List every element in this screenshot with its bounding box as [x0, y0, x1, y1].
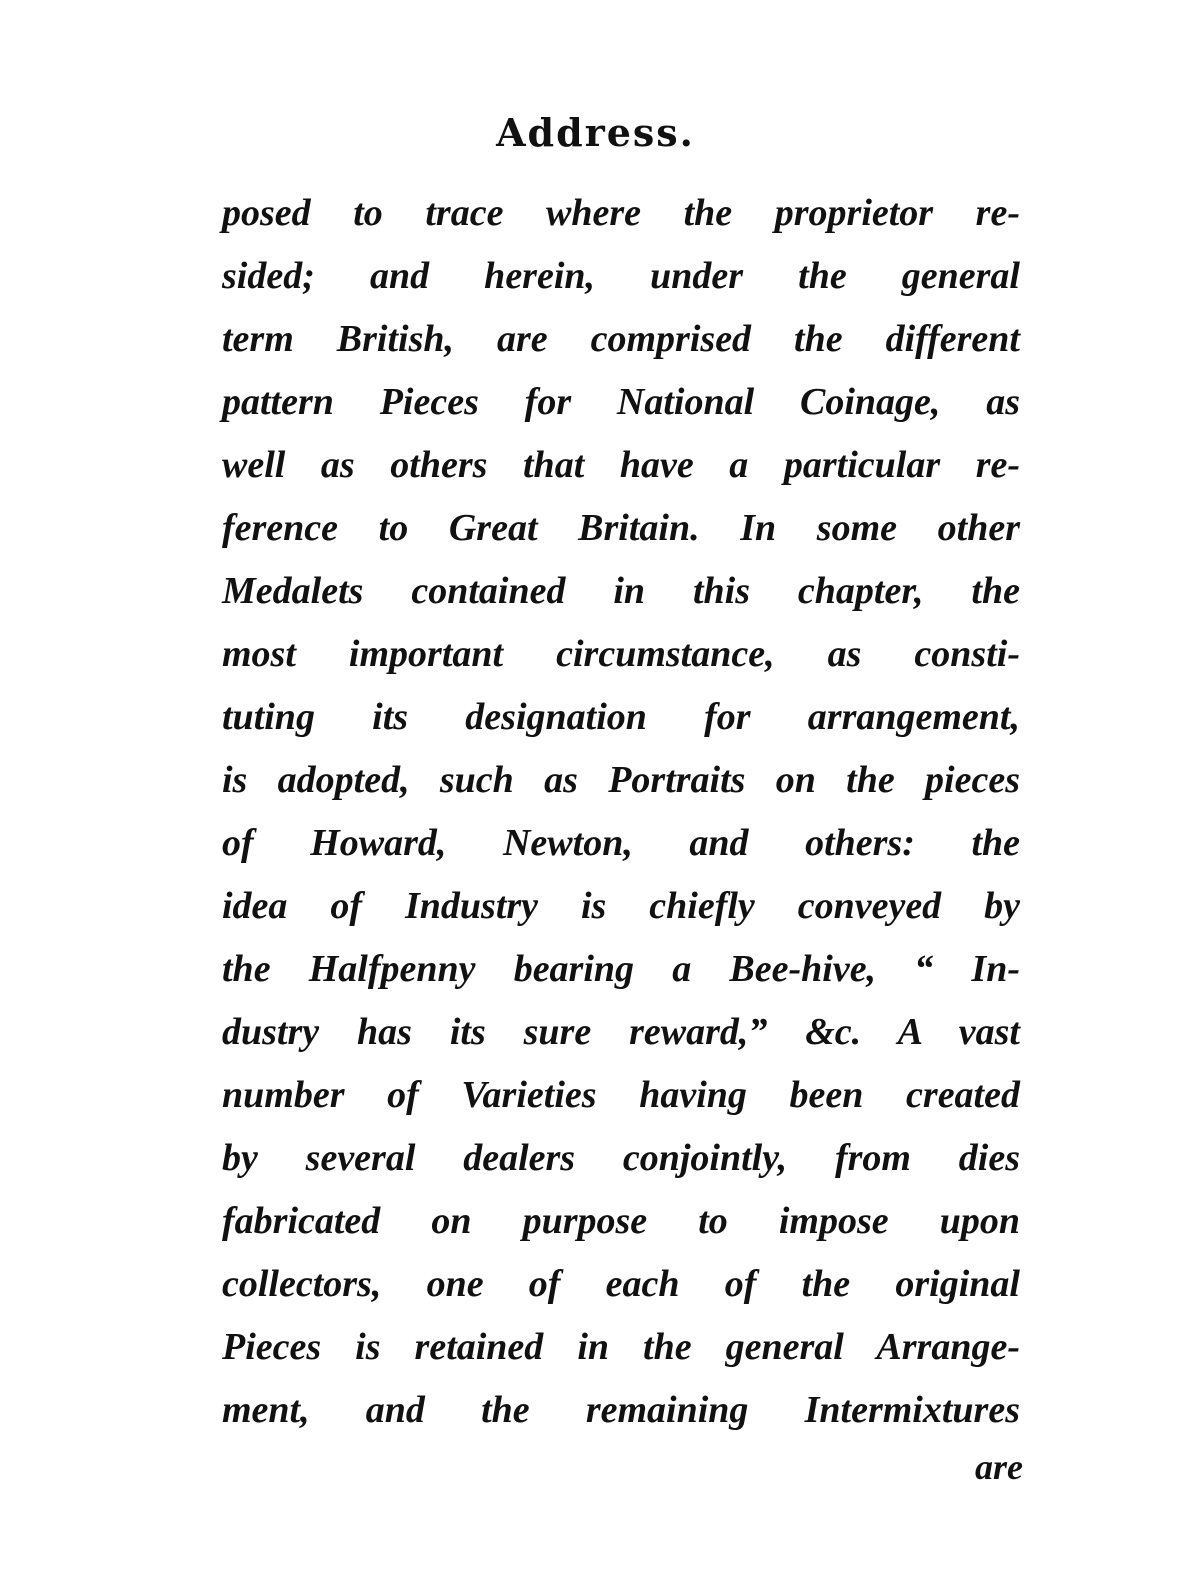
text-line: is adopted, such as Portraits on the pieces — [222, 759, 1020, 801]
text-line: Medalets contained in this chapter, the — [222, 570, 1020, 612]
running-head: Address. — [496, 110, 695, 155]
text-line: of Howard, Newton, and others: the — [222, 822, 1020, 864]
text-line: well as others that have a particular re- — [222, 444, 1020, 486]
text-line: term British, are comprised the different — [222, 318, 1020, 360]
text-line: the Halfpenny bearing a Bee-hive, “ In- — [222, 948, 1020, 990]
catchword: are — [975, 1447, 1023, 1487]
text-line: ment, and the remaining Intermixtures — [222, 1389, 1020, 1431]
text-line: collectors, one of each of the original — [222, 1263, 1020, 1305]
text-line: idea of Industry is chiefly conveyed by — [222, 885, 1020, 927]
text-line: number of Varieties having been created — [222, 1074, 1020, 1116]
text-line: ference to Great Britain. In some other — [222, 507, 1020, 549]
text-line: Pieces is retained in the general Arrange- — [222, 1326, 1020, 1368]
text-line: fabricated on purpose to impose upon — [222, 1200, 1020, 1242]
text-line: by several dealers conjointly, from dies — [222, 1137, 1020, 1179]
text-line: posed to trace where the proprietor re- — [222, 192, 1020, 234]
text-line: most important circumstance, as consti- — [222, 633, 1020, 675]
text-line: tuting its designation for arrangement, — [222, 696, 1020, 738]
text-line: sided; and herein, under the general — [222, 255, 1020, 297]
text-line: dustry has its sure reward,” &c. A vast — [222, 1011, 1020, 1053]
body-text — [222, 182, 1020, 1442]
text-line: pattern Pieces for National Coinage, as — [222, 381, 1020, 423]
